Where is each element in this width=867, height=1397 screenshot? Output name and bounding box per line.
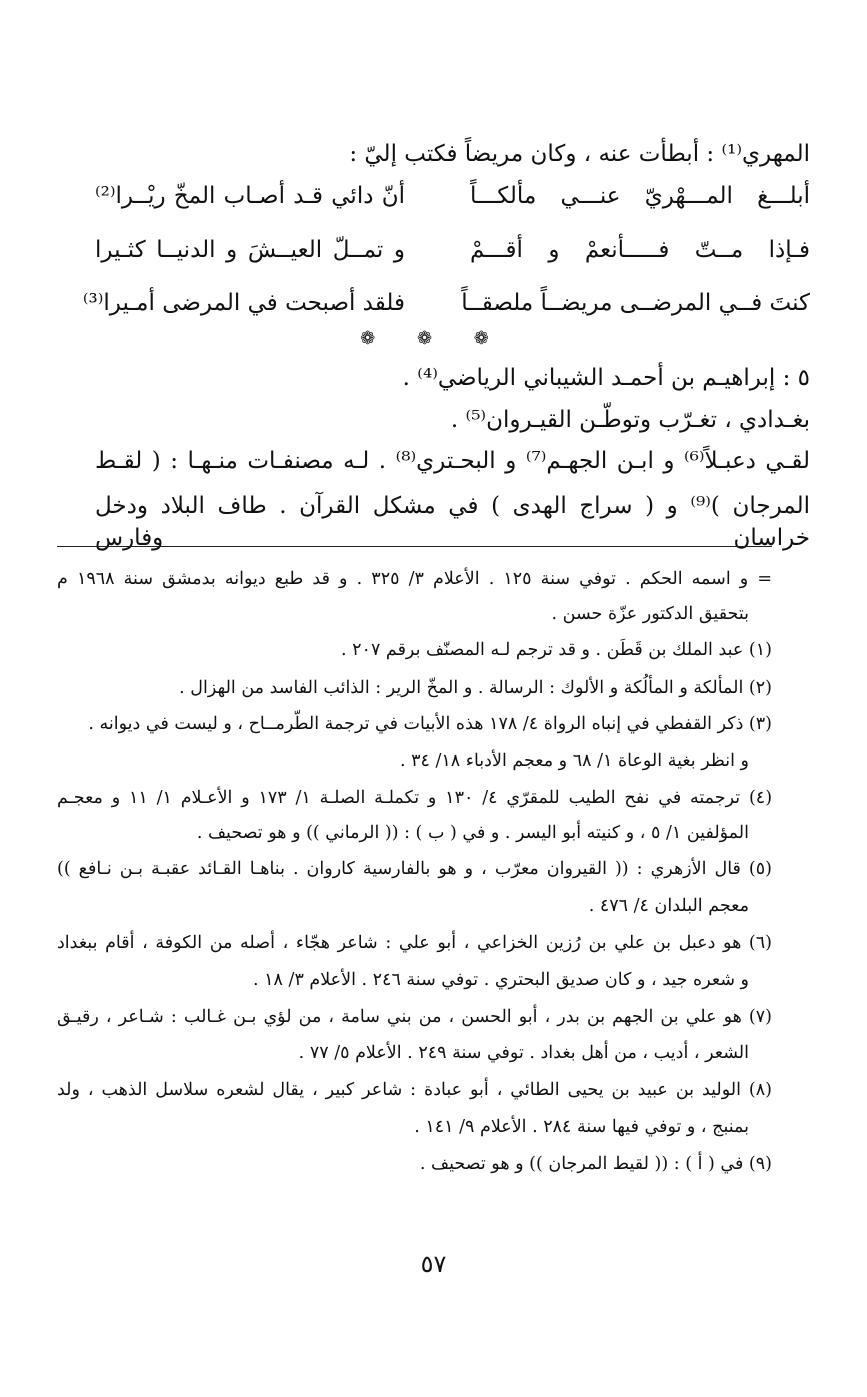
- verse-first-hemistich: فـإذا مــتّ فـــــأنعمْ و أقـــمْ: [470, 237, 810, 263]
- verse-first-hemistich: كنتَ فــي المرضــى مريضــاً ملصقــاً: [461, 290, 810, 316]
- section-separator: ❁ ❁ ❁: [360, 328, 507, 349]
- footnote-line: (٥) قال الأزهري : (( القيروان معرّب ، و هو بالفارسية كاروان . بناهـا القـائد عقبـة بـن نـافع )): [57, 859, 772, 879]
- footnote-line: بمنبج ، و توفي فيها سنة ٢٨٤ . الأعلام ٩/ ١٤١ .: [414, 1117, 749, 1137]
- footnote-divider: [57, 546, 772, 547]
- footnote-line: الشعر ، أديب ، من أهل بغداد . توفي سنة ٢٤٩ . الأعلام ٥/ ٧٧ .: [298, 1043, 749, 1063]
- footnote-line: (٧) هو علي بن الجهم بن بدر ، أبو الحسن ، من بني سامة ، من لؤي بـن غـالب : شـاعر ، رقيـق: [57, 1007, 772, 1027]
- footnote-line: و شعره جيد ، و كان صديق البحتري . توفي سنة ٢٤٦ . الأعلام ٣/ ١٨ .: [253, 970, 749, 990]
- entry-line: المرجان )⁽⁹⁾ و ( سراج الهدى ) في مشكل القرآن . طاف البلاد ودخل خراسان وفارس: [95, 493, 811, 551]
- footnote-line: معجم البلدان ٤/ ٤٧٦ .: [588, 896, 749, 916]
- verse-row: [82, 287, 810, 319]
- entry-line: بغـدادي ، تغـرّب وتوطّـن القيـروان⁽⁵⁾ .: [450, 407, 810, 433]
- entry-heading: ٥ : إبراهيـم بن أحمـد الشيباني الرياضي⁽⁴⁾ .: [402, 365, 810, 391]
- verse-row: [95, 234, 810, 266]
- verse-first-hemistich: أبلـــغ المـــهْريّ عنـــي مألكـــاً: [470, 183, 810, 209]
- footnote-line: و انظر بغية الوعاة ١/ ٦٨ و معجم الأدباء ١٨/ ٣٤ .: [399, 751, 749, 771]
- footnote-line: (٦) هو دعبل بن علي بن رُزين الخزاعي ، أبو علي : شاعر هجّاء ، أصله من الكوفة ، أقام ببغداد: [57, 933, 772, 953]
- footnote-line: المؤلفين ١/ ٥ ، و كنيته أبو اليسر . و في ( ب ) : (( الرماني )) و هو تصحيف .: [196, 823, 749, 843]
- footnote-line: = و اسمه الحكم . توفي سنة ١٢٥ . الأعلام ٣/ ٣٢٥ . و قد طبع ديوانه بدمشق سنة ١٩٦٨ م: [57, 569, 773, 589]
- footnote-line: (١) عبد الملك بن قَطَن . و قد ترجم لـه المصنّف برقم ٢٠٧ .: [341, 640, 772, 660]
- footnote-line: (٨) الوليد بن عبيد بن يحيى الطائي ، أبو عبادة : شاعر كبير ، يقال لشعره سلاسل الذهب ، ولد: [57, 1080, 772, 1100]
- footnote-line: (٤) ترجمته في نفح الطيب للمقرّي ٤/ ١٣٠ و تكملـة الصلـة ١/ ١٧٣ و الأعـلام ١/ ١١ و معجـم: [57, 788, 773, 808]
- footnote-line: بتحقيق الدكتور عزّة حسن .: [551, 604, 749, 624]
- page-number: ٥٧: [420, 1250, 447, 1278]
- verse-second-hemistich: و تمــلّ العيــشَ و الدنيــا كثـيرا: [95, 237, 405, 263]
- footnote-line: (٩) في ( أ ) : (( لقيط المرجان )) و هو تصحيف .: [419, 1154, 772, 1174]
- verse-second-hemistich: فلقد أصبحت في المرضى أمـيرا⁽³⁾: [82, 290, 405, 316]
- entry-line: لقـي دعبـلاً⁽⁶⁾ و ابـن الجهـم⁽⁷⁾ و البحـتري⁽⁸⁾ . لـه مصنفـات منـهـا : ( لقـط: [95, 448, 810, 474]
- footnote-line: (٣) ذكر القفطي في إنباه الرواة ٤/ ١٧٨ هذه الأبيات في ترجمة الطّرمــاح ، و ليست في ديوانه .: [88, 714, 772, 734]
- verse-second-hemistich: أنّ دائي قـد أصـاب المخّ ريْــرا⁽²⁾: [95, 183, 405, 209]
- footnote-line: (٢) المألكة و المألُكة و الألوك : الرسالة . و المخّ الرير : الذائب الفاسد من الهزال .: [179, 678, 772, 698]
- verse-row: [95, 180, 810, 212]
- intro-line: المهري⁽¹⁾ : أبطأت عنه ، وكان مريضاً فكتب إليّ :: [349, 141, 810, 167]
